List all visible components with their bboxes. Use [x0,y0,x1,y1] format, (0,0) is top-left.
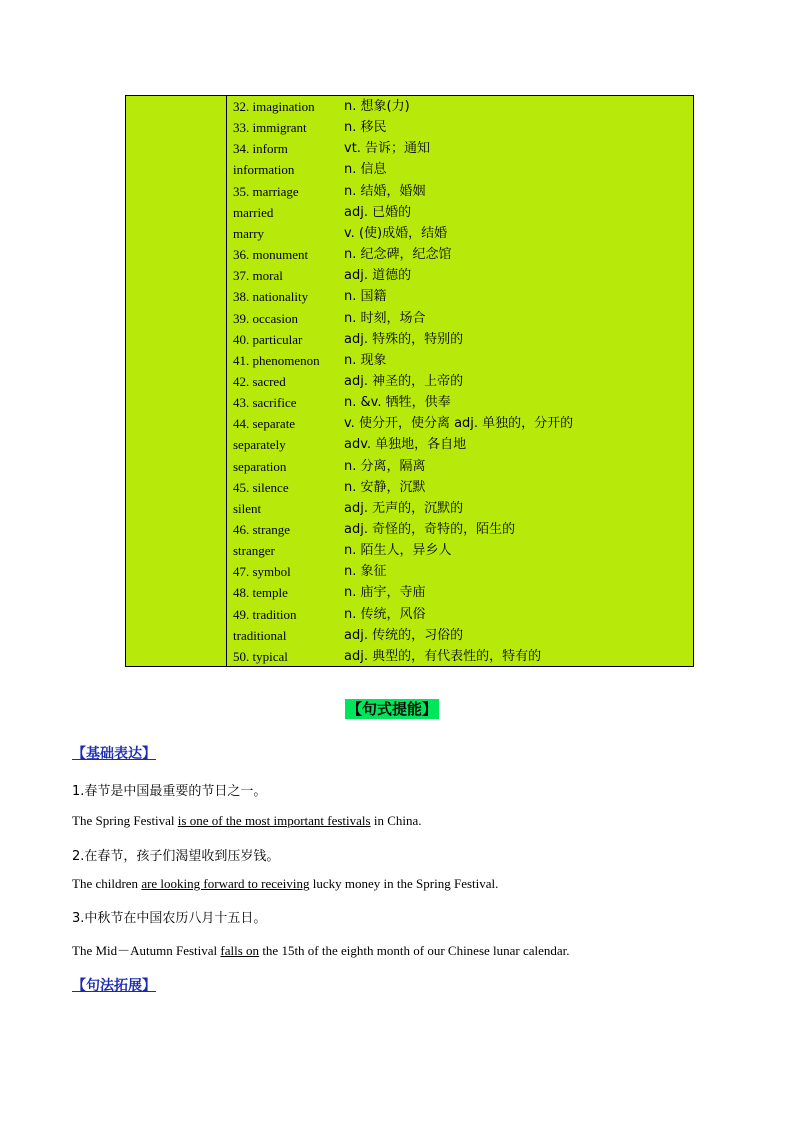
vocab-definition: adj. 特殊的，特别的 [344,331,464,347]
vocab-word: 45. silence [233,479,289,495]
vocab-word: 48. temple [233,585,288,601]
vocab-word: separately [233,437,286,453]
item-2-answer: are looking forward to receiving [141,876,310,891]
vocab-definition: n. 安静，沉默 [344,479,426,495]
item-1-chinese: 1.春节是中国最重要的节日之一。 [72,784,267,799]
vocab-definition: n. 时刻，场合 [344,310,426,326]
basic-expression-heading: 【基础表达】 [72,746,156,762]
item-2-english: The children are looking forward to receiving lucky money in the Spring Festival. [72,876,499,891]
vocab-word: 32. imagination [233,99,315,114]
vocab-definition: n. 移民 [344,120,387,136]
vocab-word: separation [233,458,287,474]
vocab-word: 36. monument [233,247,309,263]
vocab-definition: n. 传统，风俗 [344,606,426,622]
vocabulary-table [125,95,694,667]
vocab-definition: adj. 奇怪的，奇特的，陌生的 [344,522,516,537]
vocab-definition: n. 纪念碑，纪念馆 [344,247,452,263]
item-3-answer: falls on [220,943,260,958]
item-2-chinese: 2.在春节，孩子们渴望收到压岁钱。 [72,849,280,864]
vocab-definition: n. &v. 牺牲，供奉 [344,395,451,411]
vocab-definition: n. 分离，隔离 [344,458,426,474]
vocab-word: 43. sacrifice [233,395,297,411]
item-3-english: The Mid－Autumn Festival falls on the 15th of the eighth month of our Chinese lunar calendar. [72,943,570,958]
vocab-word: 50. typical [233,648,288,664]
vocab-word: 47. symbol [233,564,291,580]
vocab-word: 38. nationality [233,289,309,305]
vocab-word: married [233,204,274,220]
vocab-word: 46. strange [233,522,291,537]
table-column-divider [226,96,227,666]
vocab-definition: n. 象征 [344,564,387,580]
vocab-word: information [233,162,295,178]
vocab-definition: n. 庙宇，寺庙 [344,585,426,601]
vocab-definition: n. 信息 [344,162,387,178]
vocab-definition: adj. 传统的，习俗的 [344,627,464,643]
vocab-definition: v. 使分开，使分离 adj. 单独的，分开的 [344,416,574,432]
item-3-chinese: 3.中秋节在中国农历八月十五日。 [72,911,267,926]
vocab-definition: adj. 典型的，有代表性的，特有的 [344,648,542,664]
vocab-word: 40. particular [233,331,303,347]
vocab-definition: n. 陌生人，异乡人 [344,543,452,559]
vocab-definition: n. 国籍 [344,289,387,305]
vocab-word: 39. occasion [233,310,298,326]
vocab-word: 35. marriage [233,183,299,199]
vocab-definition: adj. 已婚的 [344,204,412,220]
vocab-definition: n. 结婚，婚姻 [344,183,426,199]
vocab-word: traditional [233,627,287,643]
vocab-word: 37. moral [233,268,283,284]
vocab-word: 41. phenomenon [233,352,320,368]
vocab-definition: adj. 神圣的，上帝的 [344,373,464,389]
vocab-definition: adj. 无声的，沉默的 [344,500,464,516]
vocab-definition: v. (使)成婚，结婚 [344,225,448,241]
vocab-word: stranger [233,543,275,559]
vocab-definition: adj. 道德的 [344,268,412,284]
vocab-definition: n. 现象 [344,352,387,368]
vocab-word: 42. sacred [233,373,286,389]
item-1-answer: is one of the most important festivals [177,813,371,828]
vocab-word: marry [233,225,265,241]
vocab-word: 33. immigrant [233,120,307,136]
vocab-word: 34. inform [233,141,288,157]
vocab-word: 44. separate [233,416,296,432]
item-1-english: The Spring Festival is one of the most important festivals in China. [72,813,422,828]
vocab-definition: adv. 单独地，各自地 [344,437,467,453]
vocab-word: silent [233,500,262,516]
vocab-word: 49. tradition [233,606,297,622]
section-title: 【句式提能】 [347,700,438,718]
syntax-expansion-heading: 【句法拓展】 [72,978,156,994]
vocab-definition: vt. 告诉；通知 [344,141,431,157]
vocab-definition: n. 想象(力) [344,99,410,114]
